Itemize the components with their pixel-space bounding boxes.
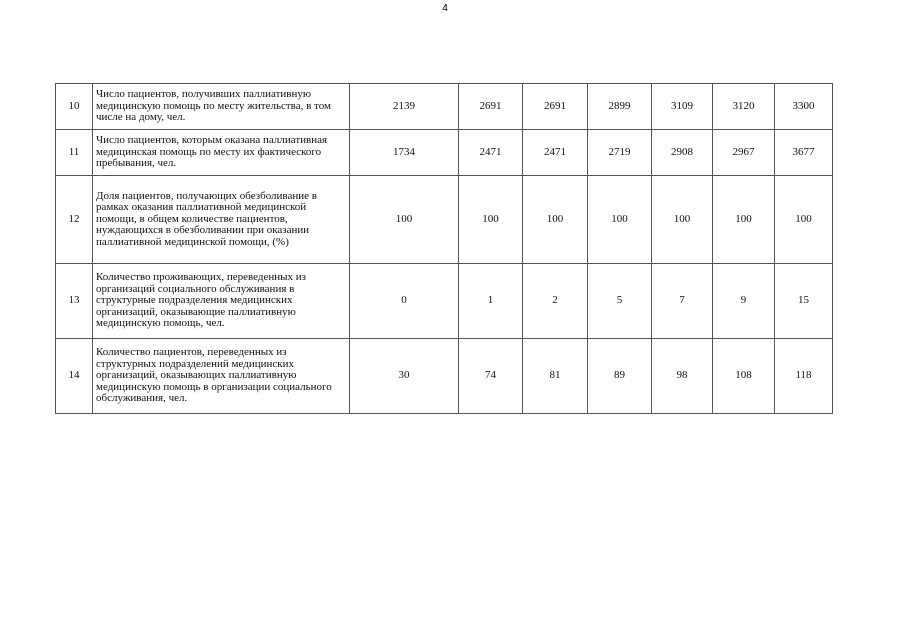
value-cell: 2719: [588, 130, 652, 176]
table-row: [56, 339, 833, 414]
value-cell: 7: [652, 264, 713, 339]
table-row: [56, 264, 833, 339]
value-cell: 2: [523, 264, 588, 339]
value-cell: 100: [523, 176, 588, 264]
value-cell: 74: [459, 339, 523, 414]
value-cell: 2899: [588, 84, 652, 130]
value-cell: 30: [350, 339, 459, 414]
value-cell: 2471: [523, 130, 588, 176]
value-cell: 1734: [350, 130, 459, 176]
row-label: Количество пациентов, переведенных из структурных подразделений медицинских организаций, оказывающих паллиативную медицинскую помощь в организации социального обслуживания, чел.: [93, 339, 350, 414]
table-row: [56, 84, 833, 130]
value-cell: 100: [350, 176, 459, 264]
value-cell: 2967: [713, 130, 775, 176]
table-row: [56, 176, 833, 264]
value-cell: 81: [523, 339, 588, 414]
value-cell: 89: [588, 339, 652, 414]
value-cell: 2691: [459, 84, 523, 130]
value-cell: 100: [713, 176, 775, 264]
value-cell: 3109: [652, 84, 713, 130]
row-label: Доля пациентов, получающих обезболивание в рамках оказания паллиативной медицинской помощи, в общем количестве пациентов, нуждающихся в обезболивании при оказании паллиативной медицинской помощи, (%): [93, 176, 350, 264]
row-number: 13: [56, 264, 93, 339]
value-cell: 3677: [775, 130, 833, 176]
row-label: Число пациентов, которым оказана паллиативная медицинская помощь по месту их фактического пребывания, чел.: [93, 130, 350, 176]
row-number: 14: [56, 339, 93, 414]
row-label: Количество проживающих, переведенных из организаций социального обслуживания в структурные подразделения медицинских организаций, оказывающие паллиативную медицинскую помощь, чел.: [93, 264, 350, 339]
table-row: [56, 130, 833, 176]
value-cell: 100: [588, 176, 652, 264]
value-cell: 2471: [459, 130, 523, 176]
page-number: 4: [442, 3, 448, 14]
value-cell: 3120: [713, 84, 775, 130]
value-cell: 2691: [523, 84, 588, 130]
row-number: 12: [56, 176, 93, 264]
row-number: 11: [56, 130, 93, 176]
value-cell: 3300: [775, 84, 833, 130]
value-cell: 1: [459, 264, 523, 339]
value-cell: 0: [350, 264, 459, 339]
value-cell: 118: [775, 339, 833, 414]
value-cell: 9: [713, 264, 775, 339]
value-cell: 100: [652, 176, 713, 264]
value-cell: 100: [775, 176, 833, 264]
row-label: Число пациентов, получивших паллиативную медицинскую помощь по месту жительства, в том числе на дому, чел.: [93, 84, 350, 130]
value-cell: 108: [713, 339, 775, 414]
value-cell: 2139: [350, 84, 459, 130]
row-number: 10: [56, 84, 93, 130]
value-cell: 100: [459, 176, 523, 264]
indicators-table: [55, 83, 833, 414]
value-cell: 5: [588, 264, 652, 339]
value-cell: 98: [652, 339, 713, 414]
value-cell: 2908: [652, 130, 713, 176]
value-cell: 15: [775, 264, 833, 339]
